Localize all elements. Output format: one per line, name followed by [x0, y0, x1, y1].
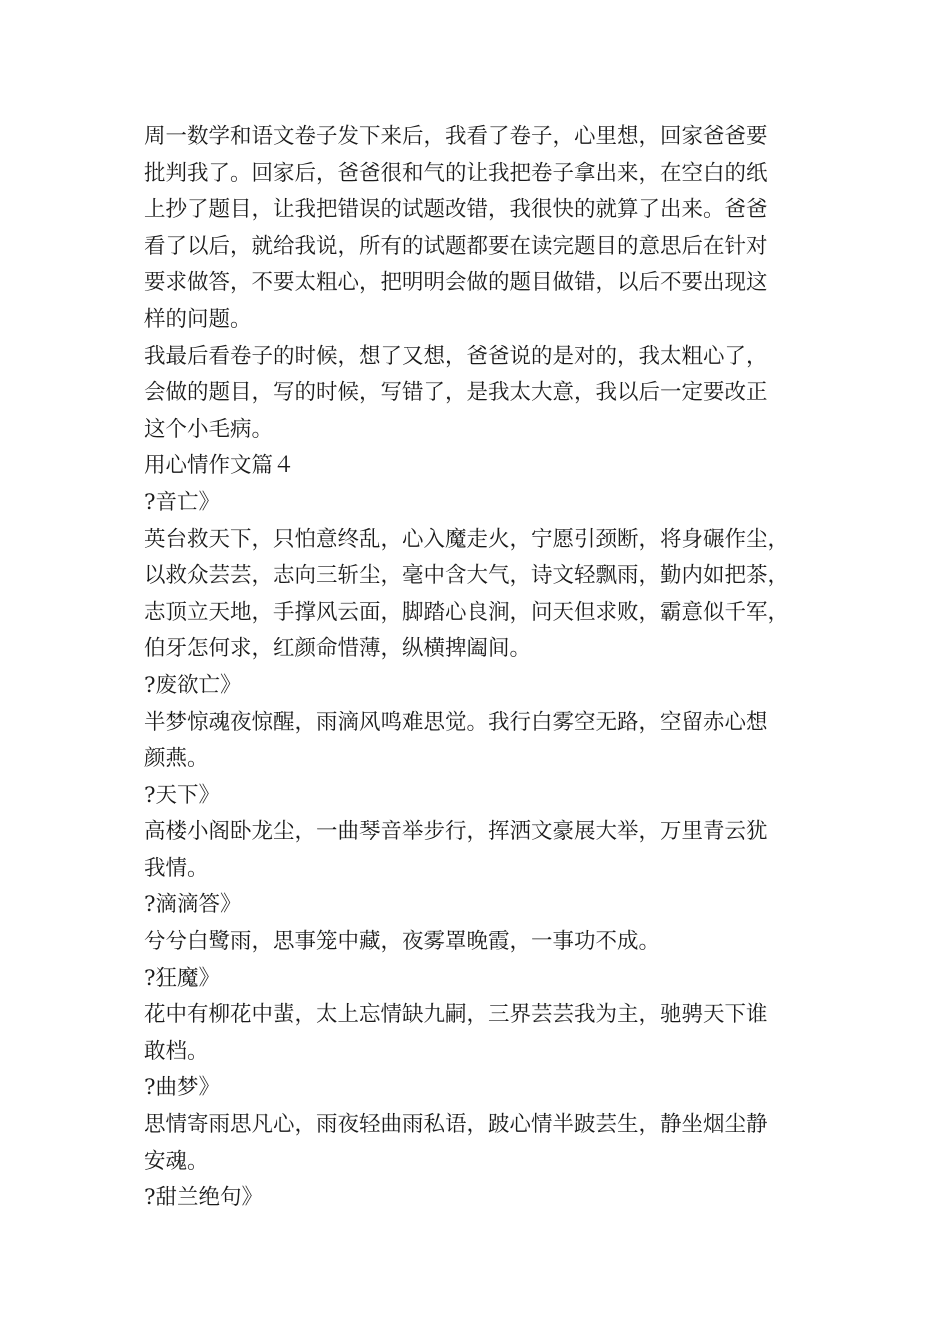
text-line: 批判我了。回家后，爸爸很和气的让我把卷子拿出来，在空白的纸 — [144, 160, 768, 186]
poem-title: ?甜兰绝句》 — [144, 1185, 264, 1211]
paragraph-2 — [144, 339, 834, 449]
text-line: 周一数学和语文卷子发下来后，我看了卷子，心里想，回家爸爸要 — [144, 124, 768, 149]
poem-line: 以救众芸芸，志向三斩尘，毫中含大气，诗文轻飘雨，勤内如把茶， — [144, 563, 790, 589]
poem-line: 伯牙怎何求，红颜命惜薄，纵横捭阖间。 — [144, 636, 532, 662]
poem-line: 思情寄雨思凡心，雨夜轻曲雨私语，跛心情半跛芸生，静坐烟尘静 — [144, 1112, 768, 1138]
poem-title: ?曲梦》 — [144, 1075, 221, 1101]
poem-line: 我情。 — [144, 855, 209, 881]
poem-6 — [144, 1070, 834, 1180]
text-line: 样的问题。 — [144, 306, 252, 332]
text-line: 我最后看卷子的时候，想了又想，爸爸说的是对的，我太粗心了， — [144, 343, 768, 369]
poem-title: ?音亡》 — [144, 489, 221, 515]
poem-3 — [144, 778, 834, 888]
poem-title: ?滴滴答》 — [144, 892, 242, 918]
poem-title: ?废欲亡》 — [144, 672, 242, 698]
poem-1 — [144, 485, 834, 668]
poem-5 — [144, 961, 834, 1071]
poem-line: 颜燕。 — [144, 746, 209, 772]
poem-line: 志顶立天地，手撑风云面，脚踏心良涧，问天但求败，霸意似千军， — [144, 599, 790, 625]
poem-2 — [144, 668, 834, 778]
document-body — [144, 119, 834, 1217]
text-line: 会做的题目，写的时候，写错了，是我太大意，我以后一定要改正 — [144, 380, 768, 406]
poem-line: 敢档。 — [144, 1038, 209, 1064]
poem-4 — [144, 887, 834, 960]
paragraph-1 — [144, 119, 834, 339]
text-line: 要求做答，不要太粗心，把明明会做的题目做错，以后不要出现这 — [144, 270, 768, 296]
poem-title: ?狂魔》 — [144, 965, 221, 991]
poem-line: 花中有柳花中蜚，太上忘情缺九嗣，三界芸芸我为主，驰骋天下谁 — [144, 1002, 768, 1028]
poem-line: 半梦惊魂夜惊醒，雨滴风鸣难思觉。我行白雾空无路，空留赤心想 — [144, 709, 768, 735]
poem-7 — [144, 1180, 834, 1217]
poem-line: 英台救天下，只怕意终乱，心入魔走火，宁愿引颈断，将身碾作尘， — [144, 526, 790, 552]
section-title: 用心情作文篇４ — [144, 453, 295, 479]
poem-line: 高楼小阁卧龙尘，一曲琴音举步行，挥洒文豪展大举，万里青云犹 — [144, 819, 768, 845]
poem-line: 兮兮白鹭雨，思事笼中藏，夜雾罩晚霞，一事功不成。 — [144, 929, 661, 955]
text-line: 上抄了题目，让我把错误的试题改错，我很快的就算了出来。爸爸 — [144, 197, 768, 223]
text-line: 看了以后，就给我说，所有的试题都要在读完题目的意思后在针对 — [144, 233, 768, 259]
poem-line: 安魂。 — [144, 1148, 209, 1174]
poem-title: ?天下》 — [144, 782, 221, 808]
text-line: 这个小毛病。 — [144, 416, 274, 442]
